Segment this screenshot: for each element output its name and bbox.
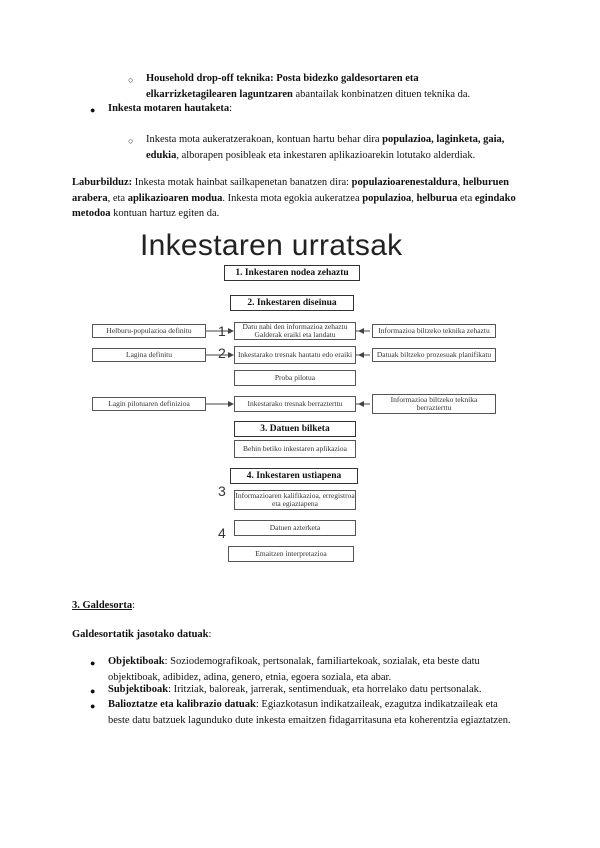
item-term: populazioa, laginketa, gaia, edukia xyxy=(146,134,505,161)
step-4-box: 4. Inkestaren ustiapena xyxy=(230,468,358,484)
item-text: Inkesta mota aukeratzerakoan, kontuan hartu behar dira xyxy=(146,134,383,145)
left-box-helburu-populazioa: Helburu-populazioa definitu xyxy=(92,324,206,338)
group-number-1: 1 xyxy=(218,323,226,339)
section-heading-colon: : xyxy=(132,600,135,611)
inkesta-steps-diagram xyxy=(88,228,512,573)
inkesta-motaren-hautaketa-item xyxy=(108,101,508,117)
data-type-text: : Iritziak, baloreak, jarrerak, sentimenduak, eta horrelako datu pertsonalak. xyxy=(168,684,482,695)
summary-term: aplikazioaren modua xyxy=(127,192,223,204)
center-box-tresnak: Inkestarako tresnak hautatu edo eraiki xyxy=(234,346,356,364)
data-type-item xyxy=(108,654,504,685)
item-term: Household drop-off teknika: xyxy=(146,73,274,84)
data-type-text: : Soziodemografikoak, pertsonalak, familiartekoak, sozialak, eta beste datu objektiboak, adibidez, adina, genero, etnia, egoera soziala, eta abar. xyxy=(108,656,480,683)
circle-bullet-icon: ○ xyxy=(128,75,134,85)
household-dropoff-item xyxy=(146,71,496,102)
item-term-desc: Posta bidezko galdesortaren eta elkarrizketagilearen laguntzaren xyxy=(146,73,419,100)
group-number-2: 2 xyxy=(218,345,226,361)
summary-text: Inkesta motak hainbat sailkapenetan banatzen dira: xyxy=(132,177,352,188)
center-box-behin-betiko: Behin betiko inkestaren aplikazioa xyxy=(234,440,356,458)
summary-text: . Inkesta mota egokia aukeratzea xyxy=(222,192,363,204)
right-box-teknika: Informazioa biltzeko teknika zehaztu xyxy=(372,324,496,338)
dot-bullet-icon: ● xyxy=(90,105,96,115)
data-type-item xyxy=(108,697,520,728)
subheading-text: Galdesortatik jasotako datuak xyxy=(72,629,209,640)
left-box-lagin-pilotua: Lagin pilotuaren definizioa xyxy=(92,397,206,411)
summary-text: kontuan hartuz egiten da. xyxy=(110,208,220,219)
arrow-head xyxy=(358,352,364,358)
dot-bullet-icon: ● xyxy=(90,701,96,711)
item-text: abantailak konbinatzen dituen teknika da. xyxy=(292,88,471,100)
summary-term: populazioarenestaldura xyxy=(351,177,458,188)
data-type-item xyxy=(108,682,514,698)
summary-term: helburua xyxy=(416,192,458,204)
item-text-end: , alborapen posibleak eta inkestaren aplikazioarekin lotutako alderdiak. xyxy=(176,149,476,161)
data-type-term: Objektiboak xyxy=(108,656,165,667)
data-type-term: Balioztatze eta kalibrazio datuak xyxy=(108,699,256,710)
item-term: Inkesta motaren hautaketa xyxy=(108,103,230,114)
section-heading-text: 3. Galdesorta xyxy=(72,600,133,611)
subheading-colon: : xyxy=(208,629,212,640)
data-type-term: Subjektiboak xyxy=(108,684,169,695)
right-box-teknika-berrazterttu: Informazioa biltzeko teknika berrazterttu xyxy=(372,394,496,414)
section-3-heading xyxy=(72,598,135,614)
summary-term: egindako metodoa xyxy=(72,192,516,219)
left-box-lagina: Lagina definitu xyxy=(92,348,206,362)
summary-text: eta xyxy=(457,192,475,204)
inkesta-mota-aukeratzea-item xyxy=(146,132,530,163)
center-box-kalifikazioa: Informazioaren kalifikazioa, erregistroa eta egiaztapena xyxy=(235,490,355,508)
diagram-title: Inkestaren urratsak xyxy=(140,229,403,262)
arrow-head xyxy=(358,401,364,407)
group-number-4: 4 xyxy=(218,525,226,541)
center-box-emaitzen-interpretazioa: Emaitzen interpretazioa xyxy=(228,546,354,562)
dot-bullet-icon: ● xyxy=(90,658,96,668)
summary-text: , xyxy=(457,177,463,188)
center-box-tresnak-berrazterttu: Inkestarako tresnak berrazterttu xyxy=(234,396,356,412)
step-1-box: 1. Inkestaren nodea zehaztu xyxy=(224,265,360,281)
step-2-box: 2. Inkestaren diseinua xyxy=(230,295,354,311)
summary-term: helburuen arabera xyxy=(72,177,509,204)
summary-term: populazioa xyxy=(362,192,412,204)
summary-text: , eta xyxy=(107,192,128,204)
group-number-3: 3 xyxy=(218,483,226,499)
galdesorta-subheading xyxy=(72,627,211,643)
step-3-box: 3. Datuen bilketa xyxy=(234,421,356,437)
summary-paragraph xyxy=(72,175,528,222)
circle-bullet-icon: ○ xyxy=(128,136,134,146)
summary-text: , xyxy=(411,192,417,204)
arrow-head xyxy=(358,328,364,334)
right-box-prozesuak: Datuak biltzeko prozesuak planifikatu xyxy=(372,348,496,362)
center-box-datuen-azterketa: Datuen azterketa xyxy=(234,520,356,536)
center-box-proba-pilotua: Proba pilotua xyxy=(234,370,356,386)
center-box-informazioa: Datu nahi den informazioa zehaztu Galderak eraiki eta landatu xyxy=(234,322,356,340)
item-text: : xyxy=(229,103,233,114)
data-type-text: : Egiazkotasun indikatzaileak, ezagutza indikatzaileak eta beste datu batzuek lagunduko dute inkesta emaitzen fidagarritasuna eta koherentzia egiaztatzen. xyxy=(108,699,511,726)
dot-bullet-icon: ● xyxy=(90,686,96,696)
summary-label: Laburbilduz: xyxy=(72,177,133,188)
